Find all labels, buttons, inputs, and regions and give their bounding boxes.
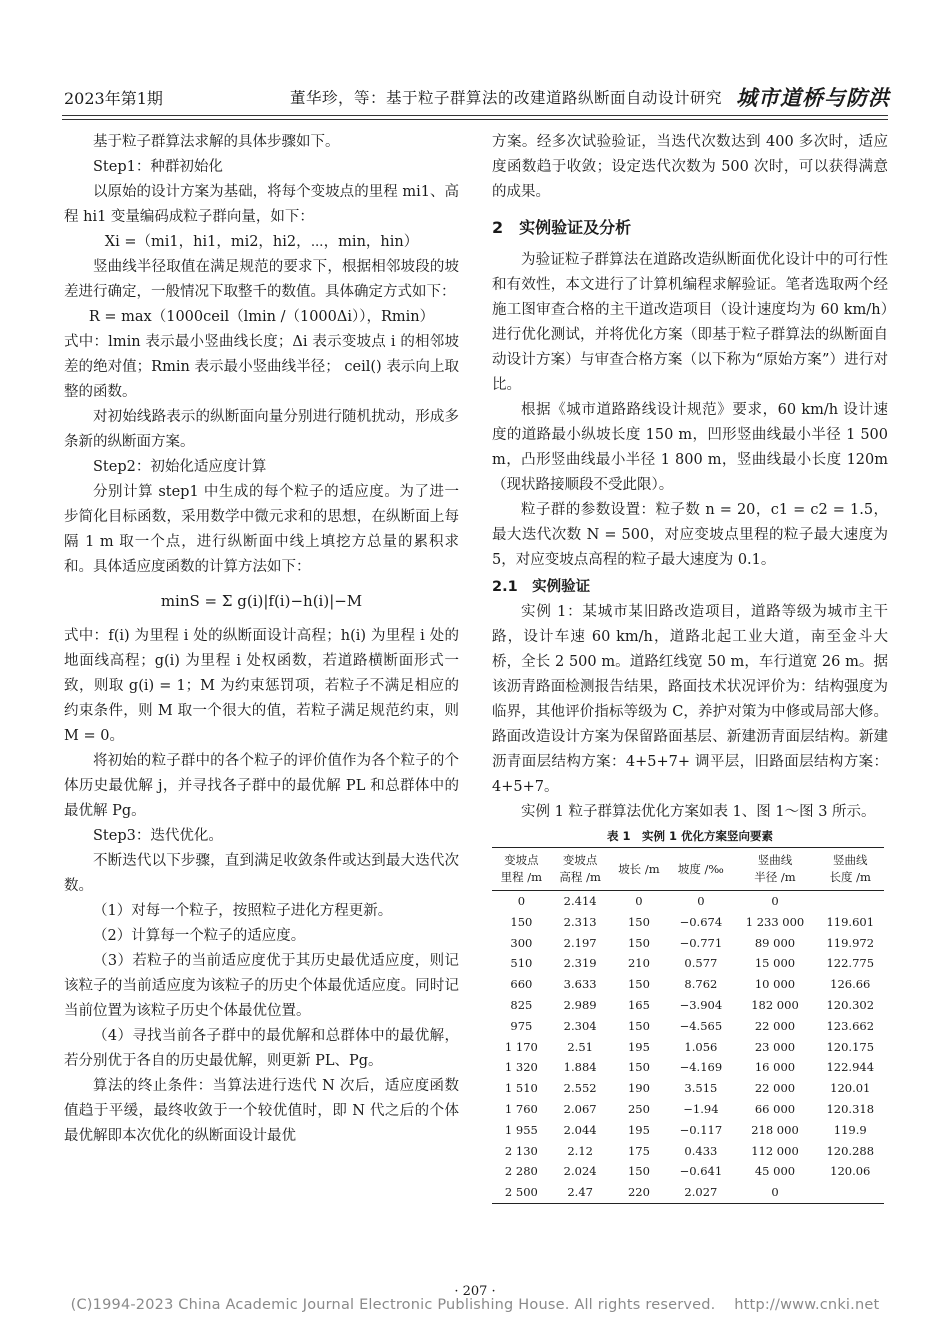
paragraph: 算法的终止条件：当算法进行迭代 N 次后，适应度函数值趋于平缓，最终收敛于一个较优值时，即 N 代之后的个体最优解即本次优化的纵断面设计最优 [64,1078,459,1144]
table-cell: 0 [635,894,643,908]
table-row [492,1120,884,1141]
table-cell: 2.47 [551,1182,610,1203]
table-cell: 1.884 [563,1060,597,1075]
table-cell: 2 130 [504,1143,538,1158]
table-cell: 2.414 [563,894,597,908]
page-number: · 207 · [454,1284,496,1299]
table-cell: 2.067 [563,1101,597,1116]
table-cell: 120.01 [830,1081,871,1096]
table-cell: 2.304 [563,1018,597,1033]
table-cell: 2.024 [563,1164,597,1179]
table-cell: 66 000 [754,1101,796,1116]
table-cell: 1 955 [504,1122,538,1137]
subsection-heading: 2.1 实例验证 [492,579,591,595]
table-caption: 表 1 实例 1 优化方案竖向要素 [606,829,773,843]
table-cell: −0.674 [679,914,723,929]
table-cell: 1 510 [504,1081,538,1096]
table-row [492,953,884,974]
table-cell: 119.972 [826,935,875,950]
table-cell: 150 [627,935,650,950]
table-cell: 120.06 [830,1164,871,1179]
table-cell: 825 [510,997,533,1012]
step-heading: Step3：迭代优化。 [93,828,223,844]
table-cell: 2.989 [563,997,597,1012]
table-cell: 122.775 [826,956,875,971]
paragraph: 分别计算 step1 中生成的每个粒子的适应度。为了进一步简化目标函数，采用数学中微元求和的思想，在纵断面上每隔 1 m 取一个点，进行纵断面中线上填挖方总量的累积求和。具体适应度函数的计算方法如下： [64,484,459,575]
left-column [64,130,459,1149]
table-cell: 45 000 [754,1164,796,1179]
table-cell: 89 000 [754,935,796,950]
table-cell: 150 [627,977,650,992]
table-header-cell: 坡度 /‰ [668,848,733,891]
table-cell: 510 [510,956,533,971]
table-cell: 175 [627,1143,650,1158]
paragraph: 实例 1：某城市某旧路改造项目，道路等级为城市主干路，设计车速 60 km/h，道路北起工业大道，南至金斗大桥，全长 2 500 m。道路红线宽 50 m，车行道宽 26 m。据该沥青路面检测报告结果，路面技术状况评价为：结构强度为临界，其他评价指标等级为 C，养护对策为中修或局部大修。路面改造设计方案为保留路面基层、新建沥青面层结构。新建沥青面层结构方案：4+5+7+ 调平层，旧路面层结构方案：4+5+7。 [492,604,888,795]
issue-label: 2023年第1期 [64,89,163,108]
running-title: 董华珍，等：基于粒子群算法的改建道路纵断面自动设计研究 [290,89,723,107]
table-header-row [492,848,884,891]
table-cell: 195 [627,1039,650,1054]
table-cell: 2 500 [492,1182,551,1203]
table-cell: −4.169 [679,1060,723,1075]
paragraph: 粒子群的参数设置：粒子数 n = 20，c1 = c2 = 1.5，最大迭代次数 N = 500，对应变坡点里程的粒子最大速度为 5，对应变坡点高程的粒子最大速度为 0.1。 [492,502,888,568]
step-heading: Step2：初始化适应度计算 [93,459,267,475]
table-cell: 2.51 [567,1039,593,1054]
table-cell: 150 [510,914,533,929]
table-cell: 2 280 [504,1164,538,1179]
table-header-cell: 坡长 /m [610,848,669,891]
table-header-cell: 变坡点 里程 /m [492,848,551,891]
table-header-cell: 竖曲线 半径 /m [733,848,816,891]
right-column [492,130,888,1204]
journal-logo: 城市道桥与防洪 [736,85,890,110]
table-cell: 1 320 [504,1060,538,1075]
table-row [492,1161,884,1182]
table-1 [492,847,884,1204]
paragraph: 以原始的设计方案为基础，将每个变坡点的里程 mi1、高程 hi1 变量编码成粒子群向量，如下： [64,184,459,225]
step-heading: Step1：种群初始化 [93,159,223,175]
table-cell [817,1182,885,1203]
equation-fitness: minS = Σ g(i)|f(i)−h(i)|−M [160,592,363,610]
paragraph: 根据《城市道路路线设计规范》要求，60 km/h 设计速度的道路最小纵坡长度 150 m，凹形竖曲线最小半径 1 500 m，凸形竖曲线最小半径 1 800 m，竖曲线最小长度 120m（现状路接顺段不受此限）。 [492,402,888,493]
paragraph: 式中：lmin 表示最小竖曲线长度；Δi 表示变坡点 i 的相邻坡差的绝对值；Rmin 表示最小竖曲线半径； ceil() 表示向上取整的函数。 [64,334,459,400]
table-cell: −1.94 [683,1101,719,1116]
table-cell: 975 [510,1018,533,1033]
table-cell: −4.565 [679,1018,723,1033]
table-row [492,912,884,933]
table-cell: 120.175 [826,1039,875,1054]
table-cell: 2.197 [563,935,597,950]
table-cell: 250 [627,1101,650,1116]
table-row [492,891,884,912]
table-cell: 3.633 [563,977,597,992]
table-row [492,1099,884,1120]
header-rule-thin [62,119,888,120]
equation-radius: R = max（1000ceil（lmin /（1000Δi）），Rmin） [88,309,435,325]
table-row [492,995,884,1016]
table-cell: 8.762 [684,977,718,992]
list-item: （3）若粒子的当前适应度优于其历史最优适应度，则记该粒子的当前适应度为该粒子的历史个体最优适应度。同时记当前位置为该粒子历史个体最优位置。 [64,953,459,1019]
table-cell: 0 [517,894,526,908]
table-cell: 0 [733,1182,816,1203]
table-cell: 220 [610,1182,669,1203]
table-cell: 0 [697,894,705,908]
paragraph: 不断迭代以下步骤，直到满足收敛条件或达到最大迭代次数。 [64,853,459,894]
table-cell: 120.302 [826,997,875,1012]
table-cell: 126.66 [830,977,871,992]
table-cell: 0 [771,894,779,908]
table-cell: 22 000 [754,1018,796,1033]
table-cell: 150 [627,1164,650,1179]
table-cell: 0.433 [684,1143,718,1158]
table-cell: 2.313 [563,914,597,929]
table-row [492,933,884,954]
table-cell: 120.288 [826,1143,875,1158]
page-header [58,84,890,110]
copyright-footer [0,1297,950,1313]
table-cell: 150 [627,1018,650,1033]
table-cell: 2.552 [563,1081,597,1096]
table-cell: −0.641 [679,1164,723,1179]
table-cell: 2.319 [563,956,597,971]
table-cell: 210 [627,956,650,971]
table-cell: −3.904 [679,997,723,1012]
table-row [492,1182,884,1203]
table-cell: 1 170 [504,1039,538,1054]
table-header-cell: 变坡点 高程 /m [551,848,610,891]
table-cell [817,891,885,912]
table-cell: 1 233 000 [745,914,805,929]
table-cell: 300 [510,935,533,950]
table-cell: 0.577 [684,956,718,971]
paragraph: 实例 1 粒子群算法优化方案如表 1、图 1～图 3 所示。 [521,804,876,820]
table-cell: 182 000 [751,997,799,1012]
list-item: （4）寻找当前各子群中的最优解和总群体中的最优解，若分别优于各自的历史最优解，则更新 PL、Pg。 [64,1028,459,1069]
table-cell: −0.117 [679,1122,723,1137]
copyright-text: (C)1994-2023 China Academic Journal Electronic Publishing House. All rights reserved. [70,1297,716,1313]
table-row [492,1141,884,1162]
table-row [492,974,884,995]
section-heading: 2 实例验证及分析 [492,218,632,237]
table-row [492,1037,884,1058]
table-cell: 112 000 [751,1143,799,1158]
table-cell: −0.771 [679,935,723,950]
paragraph: 将初始的粒子群中的各个粒子的评价值作为各个粒子的个体历史最优解 j，并寻找各子群中的最优解 PL 和总群体中的最优解 Pg。 [64,753,459,819]
list-item: （2）计算每一个粒子的适应度。 [93,928,306,944]
table-cell: 660 [510,977,533,992]
table-cell: 122.944 [826,1060,875,1075]
table-cell: 120.318 [826,1101,875,1116]
table-cell: 1 760 [504,1101,538,1116]
table-row [492,1057,884,1078]
table-cell: 16 000 [754,1060,796,1075]
table-cell: 2.12 [567,1143,593,1158]
table-cell: 15 000 [754,956,796,971]
paragraph: 基于粒子群算法求解的具体步骤如下。 [93,134,340,150]
table-cell: 3.515 [684,1081,718,1096]
table-cell: 1.056 [684,1039,718,1054]
paragraph: 式中：f(i) 为里程 i 处的纵断面设计高程；h(i) 为里程 i 处的地面线高程；g(i) 为里程 i 处权函数，若道路横断面形式一致，则取 g(i) = 1；M 为约束惩罚项，若粒子不满足相应的约束条件，则 M 取一个很大的值，若粒子满足规范约束，则 M = 0。 [64,628,459,744]
table-cell: 10 000 [754,977,796,992]
paragraph: 竖曲线半径取值在满足规范的要求下，根据相邻坡段的坡差进行确定，一般情况下取整千的数值。具体确定方式如下： [64,259,459,300]
table-cell: 190 [627,1081,650,1096]
table-cell: 150 [627,914,650,929]
table-row [492,1016,884,1037]
header-rule [62,115,888,116]
cnki-url[interactable]: http://www.cnki.net [734,1297,880,1313]
table-cell: 123.662 [826,1018,875,1033]
equation-vector: Xi =（mi1，hi1，mi2，hi2，⋯，min，hin） [104,234,419,250]
table-header-cell: 竖曲线 长度 /m [817,848,885,891]
table-cell: 23 000 [754,1039,796,1054]
table-cell: 150 [627,1060,650,1075]
paragraph: 对初始线路表示的纵断面向量分别进行随机扰动，形成多条新的纵断面方案。 [64,409,459,450]
table-cell: 119.601 [826,914,875,929]
list-item: （1）对每一个粒子，按照粒子进化方程更新。 [93,903,393,919]
table-cell: 119.9 [833,1122,867,1137]
table-cell: 165 [627,997,650,1012]
table-cell: 195 [627,1122,650,1137]
table-row [492,1078,884,1099]
table-cell: 22 000 [754,1081,796,1096]
table-cell: 2.027 [668,1182,733,1203]
table-cell: 218 000 [751,1122,799,1137]
paragraph: 方案。经多次试验验证，当迭代次数达到 400 多次时，适应度函数趋于收敛；设定迭代次数为 500 次时，可以获得满意的成果。 [492,134,888,200]
paragraph: 为验证粒子群算法在道路改造纵断面优化设计中的可行性和有效性，本文进行了计算机编程求解验证。笔者选取两个经施工图审查合格的主干道改造项目（设计速度均为 60 km/h）进行优化测试，并将优化方案（即基于粒子群算法的纵断面自动设计方案）与审查合格方案（以下称为“原始方案”）进行对比。 [492,252,888,393]
table-cell: 2.044 [563,1122,597,1137]
table-body [492,891,884,1204]
